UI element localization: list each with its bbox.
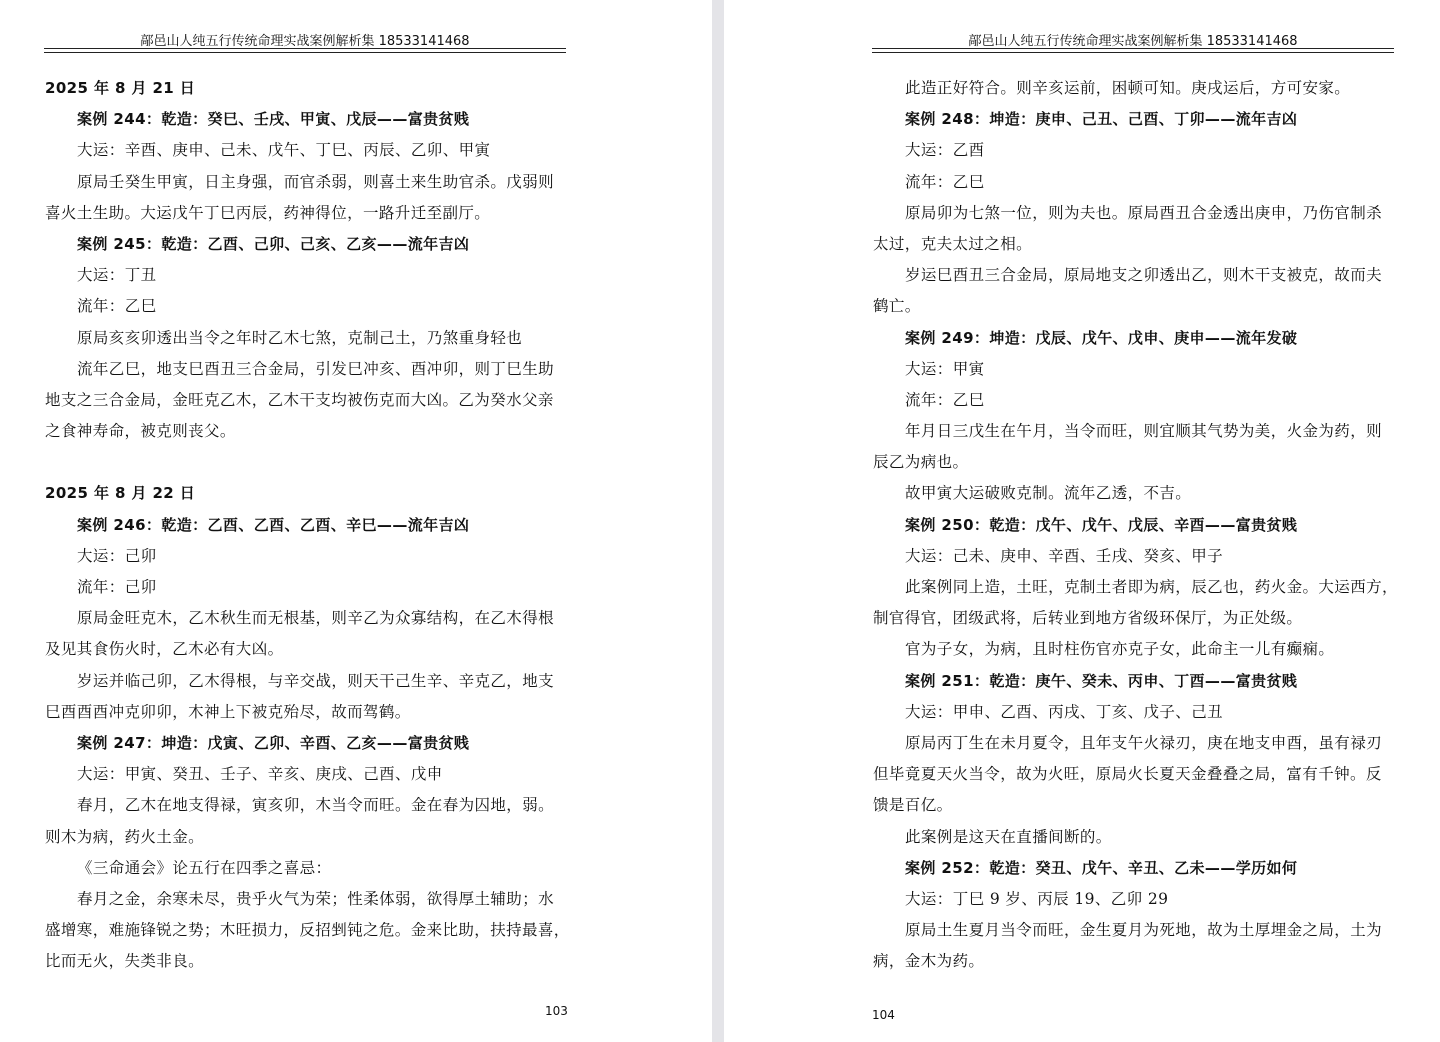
paragraph-line: 流年乙巳，地支巳酉丑三合金局，引发巳冲亥、酉冲卯，则丁巳生助 — [77, 359, 555, 378]
paragraph-line: 原局金旺克木，乙木秋生而无根基，则辛乙为众寡结构，在乙木得根 — [77, 609, 555, 628]
paragraph-line: 此案例是这天在直播间断的。 — [905, 827, 1112, 846]
paragraph-line: 岁运并临己卯，乙木得根，与辛交战，则天干己生辛、辛克乙，地支 — [77, 671, 555, 690]
text-line: 之食神寿命，被克则丧父。 — [45, 422, 236, 441]
page-number: 103 — [545, 1004, 568, 1018]
header-rule — [872, 48, 1394, 49]
case-heading: 案例 252：乾造：癸丑、戊午、辛丑、乙未——学历如何 — [905, 858, 1298, 877]
paragraph-line: 流年：乙巳 — [905, 172, 985, 191]
paragraph-line: 原局卯为七煞一位，则为夫也。原局酉丑合金透出庚申，乃伤官制杀 — [905, 203, 1383, 222]
page-gutter — [712, 0, 724, 1042]
paragraph-line: 大运：己卯 — [77, 546, 157, 565]
header-rule-thin — [44, 52, 566, 53]
paragraph-line: 此造正好符合。则辛亥运前，困顿可知。庚戌运后，方可安家。 — [905, 79, 1351, 97]
blank-line — [45, 450, 570, 481]
paragraph-line: 大运：己未、庚申、辛酉、壬戌、癸亥、甲子 — [905, 546, 1224, 565]
text-line: 但毕竟夏天火当令，故为火旺，原局火长夏天金叠叠之局，富有千钟。反 — [873, 765, 1382, 784]
paragraph-line: 大运：甲申、乙酉、丙戌、丁亥、戊子、己丑 — [905, 702, 1224, 721]
paragraph-line: 大运：丁丑 — [77, 266, 157, 285]
case-heading: 案例 246：乾造：乙酉、乙酉、乙酉、辛巳——流年吉凶 — [77, 515, 470, 534]
case-heading: 案例 244：乾造：癸巳、壬戌、甲寅、戊辰——富贵贫贱 — [77, 110, 470, 129]
left-page — [0, 0, 712, 1042]
page-body — [873, 76, 1398, 980]
case-heading: 案例 245：乾造：乙酉、己卯、己亥、乙亥——流年吉凶 — [77, 234, 470, 253]
text-line: 盛增寒，难施锋锐之势；木旺损力，反招剉钝之危。金来比助，扶持最喜， — [45, 921, 570, 940]
right-page — [724, 0, 1440, 1042]
text-line: 则木为病，药火土金。 — [45, 827, 205, 846]
paragraph-line: 岁运巳酉丑三合金局，原局地支之卯透出乙，则木干支被克，故而夫 — [905, 266, 1383, 285]
case-heading: 案例 250：乾造：戊午、戊午、戊辰、辛酉——富贵贫贱 — [905, 515, 1298, 534]
header-rule — [44, 48, 566, 49]
date-heading: 2025 年 8 月 21 日 — [45, 79, 196, 97]
text-line: 鹤亡。 — [873, 297, 921, 316]
paragraph-line: 流年：乙巳 — [905, 390, 985, 409]
running-header: 鄗邑山人纯五行传统命理实战案例解析集 18533141468 — [968, 34, 1298, 49]
paragraph-line: 此案例同上造，土旺，克制土者即为病，辰乙也，药火金。大运西方， — [905, 578, 1398, 596]
paragraph-line: 故甲寅大运破败克制。流年乙透，不吉。 — [905, 484, 1192, 503]
paragraph-line: 春月，乙木在地支得禄，寅亥卯，木当令而旺。金在春为囚地，弱。 — [77, 796, 555, 815]
paragraph-line: 年月日三戊生在午月，当令而旺，则宜顺其气势为美，火金为药，则 — [905, 422, 1383, 441]
paragraph-line: 原局丙丁生在未月夏令，且年支午火禄刃，庚在地支申酉，虽有禄刃 — [905, 733, 1383, 752]
paragraph-line: 春月之金，余寒未尽，贵乎火气为荣；性柔体弱，欲得厚土辅助；水 — [77, 889, 555, 908]
page-number: 104 — [872, 1008, 895, 1022]
paragraph-line: 《三命通会》论五行在四季之喜忌： — [77, 858, 332, 877]
text-line: 比而无火，失类非良。 — [45, 952, 205, 971]
paragraph-line: 大运：辛酉、庚申、己未、戊午、丁巳、丙辰、乙卯、甲寅 — [77, 141, 491, 160]
text-line: 及见其食伤火时，乙木必有大凶。 — [45, 640, 284, 659]
paragraph-line: 原局壬癸生甲寅，日主身强，而官杀弱，则喜土来生助官杀。戊弱则 — [77, 172, 555, 191]
case-heading: 案例 247：坤造：戊寅、乙卯、辛酉、乙亥——富贵贫贱 — [77, 733, 470, 752]
paragraph-line: 官为子女，为病，且时柱伤官亦克子女，此命主一儿有癫痫。 — [905, 640, 1335, 659]
text-line: 辰乙为病也。 — [873, 453, 969, 472]
text-line: 巳酉酉酉冲克卯卯，木神上下被克殆尽，故而驾鹤。 — [45, 702, 411, 721]
paragraph-line: 大运：乙酉 — [905, 141, 985, 160]
text-line: 病，金木为药。 — [873, 952, 985, 971]
case-heading: 案例 249：坤造：戊辰、戊午、戊申、庚申——流年发破 — [905, 328, 1298, 347]
page-body — [45, 76, 570, 980]
running-header: 鄗邑山人纯五行传统命理实战案例解析集 18533141468 — [140, 34, 470, 49]
text-line: 地支之三合金局，金旺克乙木，乙木干支均被伤克而大凶。乙为癸水父亲 — [45, 390, 554, 409]
paragraph-line: 大运：丁巳 9 岁、丙辰 19、乙卯 29 — [905, 889, 1169, 908]
case-heading: 案例 251：乾造：庚午、癸未、丙申、丁酉——富贵贫贱 — [905, 671, 1298, 690]
paragraph-line: 大运：甲寅、癸丑、壬子、辛亥、庚戌、己酉、戊申 — [77, 765, 443, 784]
text-line: 馈是百亿。 — [873, 796, 953, 815]
case-heading: 案例 248：坤造：庚申、己丑、己酉、丁卯——流年吉凶 — [905, 110, 1298, 129]
paragraph-line: 流年：己卯 — [77, 578, 157, 596]
date-heading: 2025 年 8 月 22 日 — [45, 484, 196, 503]
header-rule-thin — [872, 52, 1394, 53]
paragraph-line: 原局亥亥卯透出当令之年时乙木七煞，克制己土，乃煞重身轻也 — [77, 328, 523, 347]
paragraph-line: 流年：乙巳 — [77, 297, 157, 316]
paragraph-line: 大运：甲寅 — [905, 359, 985, 378]
text-line: 制官得官，团级武将，后转业到地方省级环保厅，为正处级。 — [873, 609, 1303, 628]
text-line: 太过，克夫太过之相。 — [873, 234, 1033, 253]
paragraph-line: 原局土生夏月当令而旺，金生夏月为死地，故为土厚埋金之局，土为 — [905, 921, 1383, 940]
text-line: 喜火土生助。大运戊午丁巳丙辰，药神得位，一路升迁至副厅。 — [45, 203, 491, 222]
